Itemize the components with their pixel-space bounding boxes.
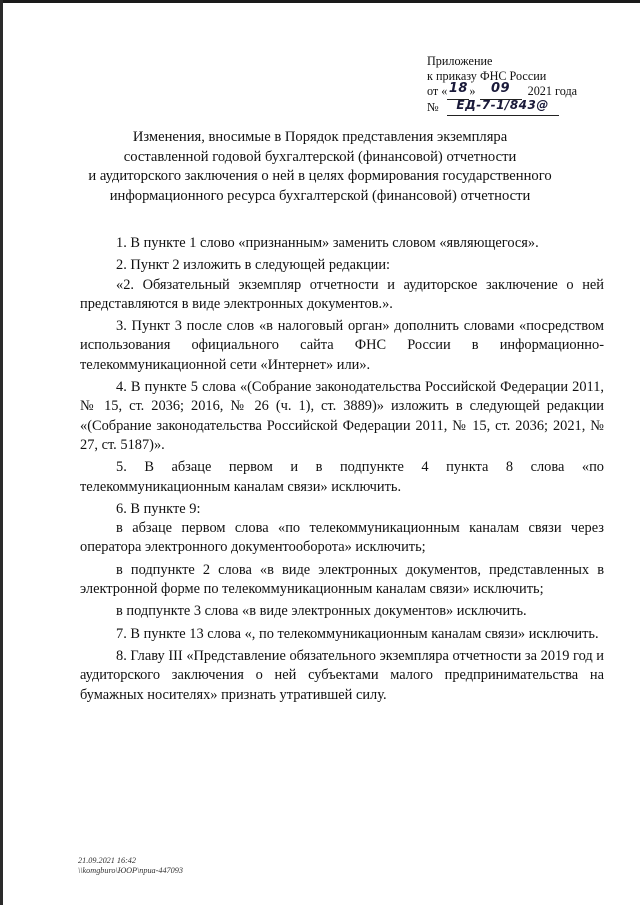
paragraph-1: 1. В пункте 1 слово «признанным» заменить словом «являющегося». — [116, 235, 539, 251]
date-mid: » — [469, 84, 476, 98]
date-month-handwritten: 09 — [490, 81, 511, 96]
order-number-handwritten: ЕД-7-1/843@ — [456, 98, 549, 112]
paragraph-6: 6. В пункте 9: — [116, 500, 201, 517]
title-line-3: и аудиторского заключения о ней в целях формирования государственного — [88, 168, 552, 184]
footer-timestamp: 21.09.2021 16:42 — [78, 856, 136, 865]
date-year: 2021 года — [527, 84, 578, 98]
paragraph-7: 7. В пункте 13 слова «, по телекоммуникационным каналам связи» исключить. — [116, 625, 599, 642]
document-body — [80, 234, 604, 708]
date-prefix: от « — [427, 84, 448, 98]
scan-edge-top — [0, 0, 640, 3]
paragraph-6-sub-1: в абзаце первом слова «по телекоммуникационным каналам связи через оператора электронного документооборота» исключить; — [80, 520, 604, 556]
footer-file-path: \\komgburo\ЮОР\приа-447093 — [78, 866, 183, 875]
appendix-number-line — [427, 100, 627, 116]
title-line-4: информационного ресурса бухгалтерской (финансовой) отчетности — [109, 187, 531, 204]
paragraph-2: 2. Пункт 2 изложить в следующей редакции: — [116, 257, 391, 274]
appendix-line-1: Приложение — [427, 54, 493, 68]
appendix-header — [427, 54, 627, 116]
document-footer — [78, 856, 183, 876]
paragraph-3: 3. Пункт 3 после слов «в налоговый орган» дополнить словами «посредством использования официального сайта ФНС России в информационно-телекоммуникационной сети «Интернет» или». — [80, 318, 604, 373]
title-line-1: Изменения, вносимые в Порядок представления экземпляра — [132, 129, 508, 145]
paragraph-2-text: «2. Обязательный экземпляр отчетности и аудиторское заключение о ней представляются в виде электронных документов.». — [80, 276, 604, 312]
order-number-field — [447, 100, 559, 116]
paragraph-6-sub-2: в подпункте 2 слова «в виде электронных документов, представленных в электронной форме по телекоммуникационным каналам связи» исключить; — [80, 561, 604, 598]
document-title — [70, 128, 570, 206]
paragraph-6-sub-3: в подпункте 3 слова «в виде электронных документов» исключить. — [116, 603, 527, 620]
paragraph-4: 4. В пункте 5 слова «(Собрание законодательства Российской Федерации 2011, № 15, ст. 2036; 2016, № 26 (ч. 1), ст. 3889)» изложить в следующей редакции «(Собрание законодательства Российской Федерации 2011, № 15, ст. 2036; 2021, № 27, ст. 5187)». — [80, 379, 604, 453]
scan-edge-left — [0, 0, 3, 905]
appendix-line-2: к приказу ФНС России — [427, 69, 547, 83]
date-day-handwritten: 18 — [448, 81, 468, 96]
paragraph-5: 5. В абзаце первом и в подпункте 4 пункта 8 слова «по телекоммуникационным каналам связи» исключить. — [80, 459, 604, 495]
paragraph-8: 8. Главу III «Представление обязательного экземпляра отчетности за 2019 год и аудиторского заключения о ней субъектами малого предпринимательства на бумажных носителях» признать утратившей силу. — [80, 647, 604, 703]
number-prefix: № — [427, 100, 439, 114]
title-line-2: составленной годовой бухгалтерской (финансовой) отчетности — [123, 148, 517, 165]
